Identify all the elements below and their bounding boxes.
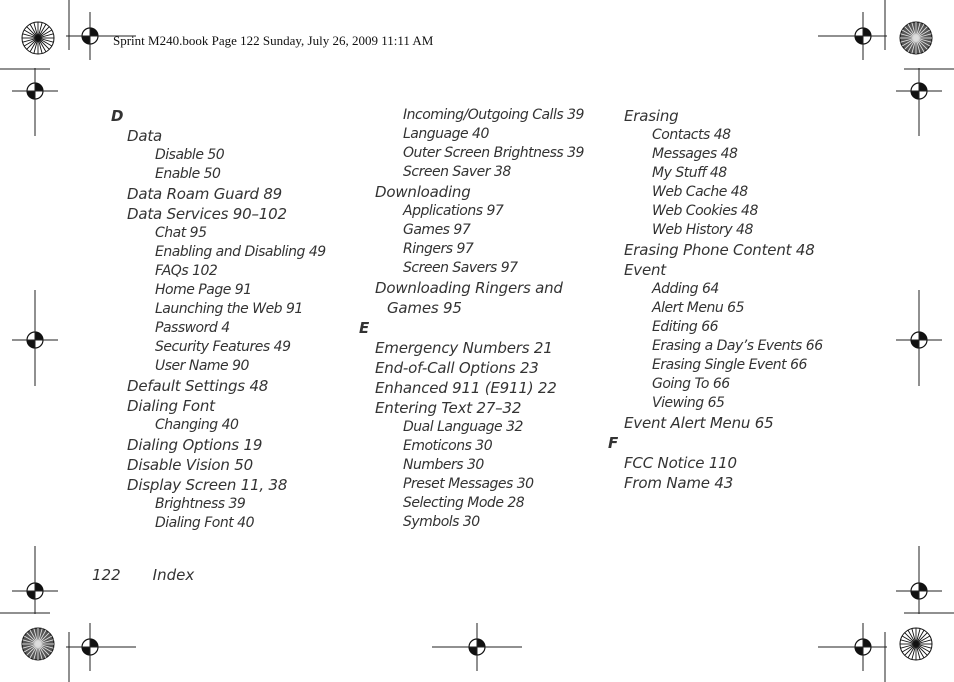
index-subentry: Web Cookies 48 (652, 203, 758, 219)
registration-quadrant (90, 639, 98, 647)
index-entry: Enhanced 911 (E911) 22 (375, 379, 557, 397)
index-subentry: FAQs 102 (155, 263, 218, 279)
index-subentry: Viewing 65 (652, 395, 725, 411)
index-entry: Downloading Ringers and (375, 279, 563, 297)
index-entry: Disable Vision 50 (127, 456, 253, 474)
registration-quadrant (855, 36, 863, 44)
index-entry: Display Screen 11, 38 (127, 476, 288, 494)
index-letter-heading: D (111, 107, 124, 125)
section-name: Index (152, 566, 195, 584)
star-target-center (36, 642, 40, 646)
index-subentry: Dialing Font 40 (155, 515, 254, 531)
star-target-center (36, 36, 40, 40)
page-footer (92, 566, 194, 584)
index-subentry: Games 97 (403, 222, 471, 238)
index-subentry: User Name 90 (155, 358, 249, 374)
registration-quadrant (863, 28, 871, 36)
registration-quadrant (35, 83, 43, 91)
index-subentry: Contacts 48 (652, 127, 731, 143)
index-letter-heading: F (608, 434, 619, 452)
registration-quadrant (855, 647, 863, 655)
registration-quadrant (911, 340, 919, 348)
registration-quadrant (911, 591, 919, 599)
page-number: 122 (92, 566, 121, 584)
index-subentry: Numbers 30 (403, 457, 484, 473)
index-entry: Event Alert Menu 65 (624, 414, 774, 432)
registration-quadrant (469, 647, 477, 655)
index-subentry: Emoticons 30 (403, 438, 493, 454)
registration-quadrant (919, 332, 927, 340)
registration-quadrant (477, 639, 485, 647)
index-entry: Emergency Numbers 21 (375, 339, 553, 357)
index-subentry: Erasing a Day’s Events 66 (652, 338, 823, 354)
index-entry: Erasing (624, 107, 679, 125)
registration-quadrant (919, 583, 927, 591)
print-header: Sprint M240.book Page 122 Sunday, July 26, 2009 11:11 AM (113, 33, 434, 48)
index-subentry: Enable 50 (155, 166, 221, 182)
index-subentry: Adding 64 (652, 281, 719, 297)
index-subentry: Changing 40 (155, 417, 239, 433)
index-subentry: Launching the Web 91 (155, 301, 303, 317)
index-entry: Entering Text 27–32 (375, 399, 522, 417)
registration-quadrant (919, 83, 927, 91)
index-subentry: Enabling and Disabling 49 (155, 244, 326, 260)
registration-quadrant (82, 647, 90, 655)
index-entry: From Name 43 (624, 474, 734, 492)
registration-quadrant (27, 340, 35, 348)
index-subentry: Screen Saver 38 (403, 164, 511, 180)
index-entry: Dialing Font (127, 397, 215, 415)
registration-quadrant (27, 91, 35, 99)
star-target-center (914, 36, 918, 40)
index-subentry: Outer Screen Brightness 39 (403, 145, 584, 161)
index-subentry: Screen Savers 97 (403, 260, 518, 276)
registration-quadrant (911, 91, 919, 99)
index-subentry: Editing 66 (652, 319, 719, 335)
index-entry: Downloading (375, 183, 471, 201)
index-subentry: Preset Messages 30 (403, 476, 534, 492)
star-target-center (914, 642, 918, 646)
index-subentry: Selecting Mode 28 (403, 495, 525, 511)
registration-quadrant (863, 639, 871, 647)
index-subentry: Going To 66 (652, 376, 730, 392)
index-entry: Erasing Phone Content 48 (624, 241, 815, 259)
index-subentry: Messages 48 (652, 146, 738, 162)
registration-quadrant (35, 332, 43, 340)
index-entry: Event (624, 261, 666, 279)
index-entry: Data Services 90–102 (127, 205, 287, 223)
index-column-3 (605, 106, 845, 493)
index-subentry: Brightness 39 (155, 496, 246, 512)
index-subentry: Language 40 (403, 126, 489, 142)
index-subentry: Security Features 49 (155, 339, 291, 355)
index-subentry: Password 4 (155, 320, 230, 336)
index-subentry: Web Cache 48 (652, 184, 748, 200)
index-subentry: Disable 50 (155, 147, 225, 163)
registration-quadrant (90, 28, 98, 36)
index-subentry: Chat 95 (155, 225, 207, 241)
registration-quadrant (27, 591, 35, 599)
index-subentry: Erasing Single Event 66 (652, 357, 807, 373)
index-subentry: Home Page 91 (155, 282, 252, 298)
registration-quadrant (82, 36, 90, 44)
index-entry: Default Settings 48 (127, 377, 269, 395)
index-subentry: Web History 48 (652, 222, 753, 238)
index-entry: Data Roam Guard 89 (127, 185, 283, 203)
index-entry: Games 95 (387, 299, 462, 317)
index-entry: FCC Notice 110 (624, 454, 737, 472)
index-subentry: Symbols 30 (403, 514, 480, 530)
index-entry: End-of-Call Options 23 (375, 359, 539, 377)
index-column-2 (356, 106, 596, 532)
index-column-1 (108, 106, 358, 533)
index-subentry: My Stuff 48 (652, 165, 727, 181)
index-entry: Dialing Options 19 (127, 436, 263, 454)
index-subentry: Dual Language 32 (403, 419, 523, 435)
registration-quadrant (35, 583, 43, 591)
index-entry: Data (127, 127, 163, 145)
index-subentry: Applications 97 (403, 203, 504, 219)
index-subentry: Incoming/Outgoing Calls 39 (403, 107, 584, 123)
index-subentry: Ringers 97 (403, 241, 474, 257)
index-letter-heading: E (359, 319, 370, 337)
index-subentry: Alert Menu 65 (652, 300, 744, 316)
